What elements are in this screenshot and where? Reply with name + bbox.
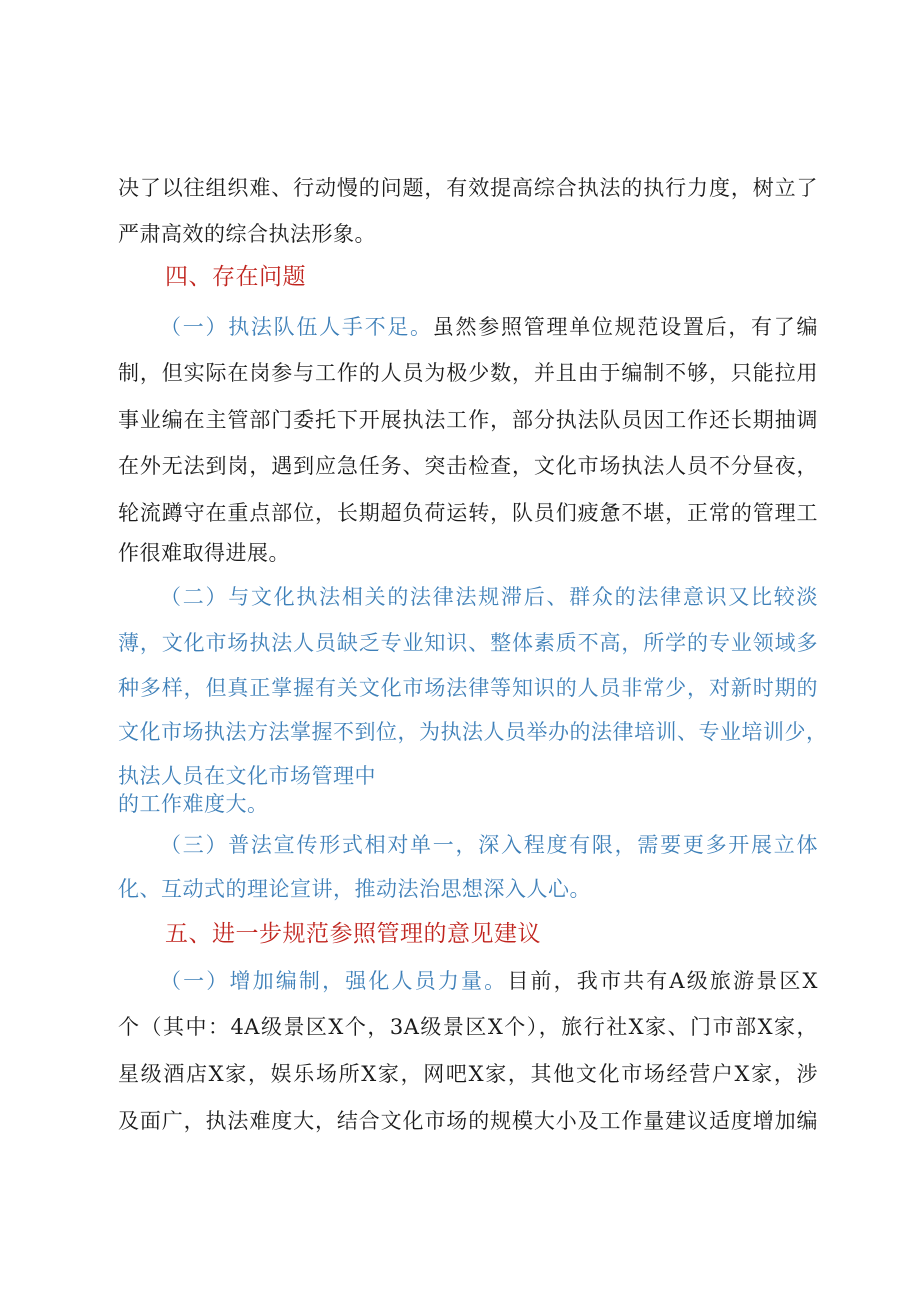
paragraph-lead: （一）执法队伍人手不足。 bbox=[160, 315, 433, 339]
paragraph-line: 作很难取得进展。 bbox=[118, 541, 290, 565]
paragraph-line: 制，但实际在岗参与工作的人员为极少数，并且由于编制不够，只能拉用 bbox=[118, 361, 818, 385]
paragraph-line: 轮流蹲守在重点部位，长期超负荷运转，队员们疲惫不堪，正常的管理工 bbox=[118, 501, 818, 525]
paragraph-line: 种多样，但真正掌握有关文化市场法律等知识的人员非常少，对新时期的 bbox=[118, 676, 818, 700]
paragraph-line: 的工作难度大。 bbox=[118, 792, 269, 816]
paragraph-line: 决了以往组织难、行动慢的问题，有效提高综合执法的执行力度，树立了 bbox=[118, 176, 818, 200]
paragraph-text: 目前，我市共有A级旅游景区X bbox=[507, 969, 818, 993]
paragraph-line: 执法人员在文化市场管理中 bbox=[118, 764, 376, 788]
paragraph-line: 个（其中：4A级景区X个，3A级景区X个），旅行社X家、门市部X家， bbox=[118, 1015, 818, 1039]
paragraph-text: 虽然参照管理单位规范设置后，有了编 bbox=[432, 315, 819, 339]
paragraph-line: 薄，文化市场执法人员缺乏专业知识、整体素质不高，所学的专业领域多 bbox=[118, 631, 818, 655]
paragraph-line: 化、互动式的理论宣讲，推动法治思想深入人心。 bbox=[118, 877, 591, 901]
paragraph-line: 严肃高效的综合执法形象。 bbox=[118, 222, 376, 246]
paragraph-line: （二）与文化执法相关的法律法规滞后、群众的法律意识又比较淡 bbox=[160, 585, 818, 609]
paragraph-lead: （一）增加编制，强化人员力量。 bbox=[160, 969, 508, 993]
paragraph-line: 在外无法到岗，遇到应急任务、突击检查，文化市场执法人员不分昼夜， bbox=[118, 454, 818, 478]
paragraph-line: 事业编在主管部门委托下开展执法工作，部分执法队员因工作还长期抽调 bbox=[118, 408, 818, 432]
paragraph-line: 星级酒店X家，娱乐场所X家，网吧X家，其他文化市场经营户X家，涉 bbox=[118, 1062, 818, 1086]
section-heading-5: 五、进一步规范参照管理的意见建议 bbox=[165, 921, 541, 947]
paragraph-line: （三）普法宣传形式相对单一，深入程度有限，需要更多开展立体 bbox=[160, 833, 818, 857]
paragraph-first-line bbox=[160, 312, 818, 342]
paragraph-line: 文化市场执法方法掌握不到位，为执法人员举办的法律培训、专业培训少， bbox=[118, 720, 828, 744]
paragraph-line: 及面广，执法难度大，结合文化市场的规模大小及工作量建议适度增加编 bbox=[118, 1109, 818, 1133]
paragraph-first-line bbox=[160, 966, 818, 996]
section-heading-4: 四、存在问题 bbox=[165, 264, 306, 290]
